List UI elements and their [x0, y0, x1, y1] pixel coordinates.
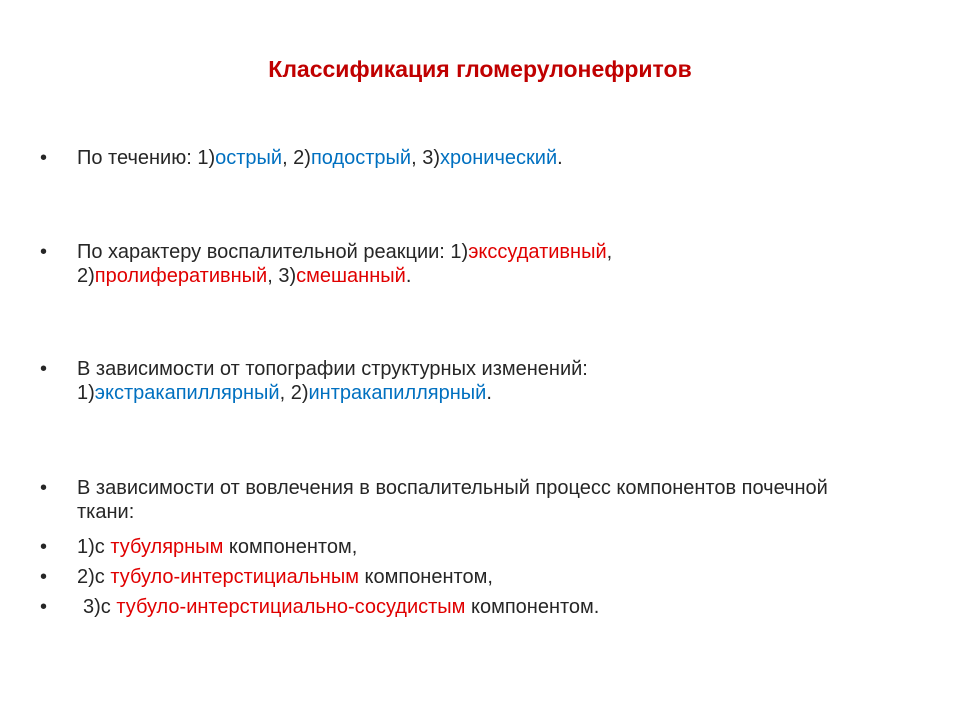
term-acute: острый: [215, 147, 283, 169]
term-tubulo-interstitial-vascular: тубуло-интерстициально-сосудистым: [116, 596, 466, 618]
term-subacute: подострый: [310, 147, 412, 169]
bullet-text: [77, 146, 900, 170]
term-tubulo-interstitial: тубуло-интерстициальным: [110, 566, 359, 588]
bullet-text: [77, 240, 900, 288]
term-proliferative: пролиферативный: [94, 265, 268, 287]
text-segment: 3)с: [83, 596, 117, 618]
bullet-text: [77, 357, 900, 405]
text-segment: компонентом,: [223, 536, 358, 558]
slide-title: Классификация гломерулонефритов: [268, 56, 692, 82]
bullet-tubular: [40, 535, 900, 559]
bullet-tubulo-interstitial: [40, 565, 900, 589]
term-exudative: экссудативный: [468, 241, 607, 263]
bullet-course: [40, 146, 900, 170]
text-segment: .: [486, 382, 492, 404]
text-segment: 1): [77, 382, 95, 404]
bullet-tubulo-interstitial-vascular: [40, 595, 900, 619]
bullet-glyph: •: [40, 358, 48, 380]
term-mixed: смешанный: [296, 265, 406, 287]
text-segment: По характеру воспалительной реакции: 1): [77, 241, 469, 263]
bullet-glyph: •: [40, 566, 48, 588]
term-tubular: тубулярным: [110, 536, 224, 558]
bullet-text: [83, 595, 900, 619]
text-segment: , 3): [411, 147, 441, 169]
text-segment: .: [405, 265, 412, 287]
text-segment: По течению: 1): [77, 147, 216, 169]
text-segment: .: [557, 147, 563, 169]
bullet-text: [77, 535, 900, 559]
bullet-glyph: •: [40, 536, 48, 558]
bullet-glyph: •: [40, 241, 48, 263]
text-segment: компонентом,: [358, 566, 493, 588]
text-segment: компонентом.: [465, 596, 600, 618]
bullet-text: В зависимости от вовлечения в воспалительный процесс компонентов почечной ткани:: [77, 477, 828, 523]
text-segment: 1)с: [77, 536, 111, 558]
text-segment: ,: [606, 241, 613, 263]
text-segment: , 3): [267, 265, 297, 287]
text-segment: , 2): [282, 147, 311, 169]
term-chronic: хронический: [440, 147, 558, 169]
term-intracapillary: интракапиллярный: [308, 382, 487, 404]
term-extracapillary: экстракапиллярный: [94, 382, 280, 404]
bullet-glyph: •: [40, 147, 48, 169]
bullet-glyph: •: [40, 596, 48, 618]
text-segment: 2): [77, 265, 95, 287]
bullet-involvement: [40, 476, 900, 524]
text-segment: В зависимости от топографии структурных изменений:: [77, 358, 588, 380]
bullet-text: [77, 565, 900, 589]
bullet-reaction-type: [40, 240, 900, 288]
text-segment: 2)с: [77, 566, 111, 588]
bullet-glyph: •: [40, 477, 48, 499]
text-segment: , 2): [279, 382, 309, 404]
bullet-topography: [40, 357, 900, 405]
